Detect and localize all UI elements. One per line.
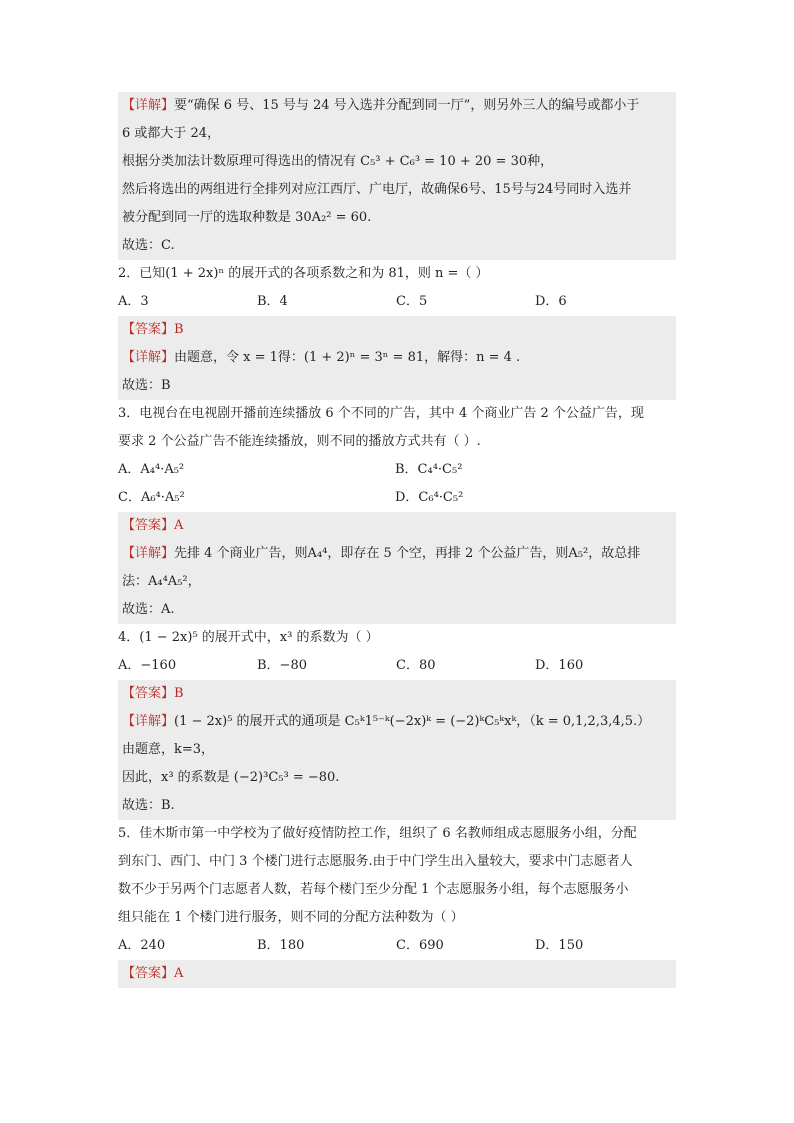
- q5-stem-line-3: 数不少于另两个门志愿者人数，若每个楼门至少分配 1 个志愿服务小组，每个志愿服务小: [118, 882, 629, 897]
- q5-option-c: C．690: [396, 938, 444, 953]
- q3-stem-line-2: 要求 2 个公益广告不能连续播放，则不同的播放方式共有（ ）.: [118, 434, 481, 449]
- q2-answer: 【答案】B: [118, 316, 676, 344]
- q5-stem-line-2: 到东门、西门、中门 3 个楼门进行志愿服务.由于中门学生出入量较大，要求中门志愿者人: [118, 854, 633, 869]
- q5-stem-line-1: 5．佳木斯市第一中学校为了做好疫情防控工作，组织了 6 名教师组成志愿服务小组，分配: [118, 826, 637, 841]
- q2-stem: 2．已知(1 + 2x)ⁿ 的展开式的各项系数之和为 81，则 n =（ ）: [118, 266, 489, 281]
- detail-label: 【详解】: [122, 98, 175, 113]
- q5-option-b: B．180: [257, 938, 305, 953]
- q5-option-d: D．150: [535, 938, 584, 953]
- q5-answer: 【答案】A: [118, 960, 676, 988]
- document-content: [118, 92, 676, 988]
- q3-stem-line-1: 3．电视台在电视剧开播前连续播放 6 个不同的广告，其中 4 个商业广告 2 个公益广告，现: [118, 406, 644, 421]
- q4-option-d: D．160: [535, 658, 584, 673]
- q2-detail: 【详解】由题意，令 x = 1得：(1 + 2)ⁿ = 3ⁿ = 81，解得：n = 4 .: [118, 344, 676, 372]
- q5-option-a: A．240: [118, 938, 166, 953]
- q3-options-row-1: [118, 456, 676, 484]
- q3-detail-2: 法：A₄⁴A₅²，: [118, 568, 676, 596]
- q4-option-c: C．80: [396, 658, 436, 673]
- q4-detail-2: 由题意，k=3，: [118, 736, 676, 764]
- q1-detail-line-5: 被分配到同一厅的选取种数是 30A₂² = 60.: [118, 204, 676, 232]
- q2-option-d: D．6: [535, 294, 567, 309]
- q1-conclusion: 故选：C.: [118, 232, 676, 260]
- q1-detail-line-2: 6 或都大于 24，: [118, 120, 676, 148]
- q4-answer: 【答案】B: [118, 680, 676, 708]
- q3-conclusion: 故选：A.: [118, 596, 676, 624]
- q5-stem-line-4: 组只能在 1 个楼门进行服务，则不同的分配方法种数为（ ）: [118, 910, 464, 925]
- q2-option-b: B．4: [257, 294, 288, 309]
- q2-option-c: C．5: [396, 294, 428, 309]
- q3-detail: 【详解】先排 4 个商业广告，则A₄⁴，即存在 5 个空，再排 2 个公益广告，则A₅²，故总排: [118, 540, 676, 568]
- q2-options: [118, 288, 676, 316]
- q1-detail-line-3: 根据分类加法计数原理可得选出的情况有 C₅³ + C₆³ = 10 + 20 = 30种，: [118, 148, 676, 176]
- q4-option-b: B．−80: [257, 658, 307, 673]
- q3-answer: 【答案】A: [118, 512, 676, 540]
- q1-detail-line-1: 【详解】要“确保 6 号、15 号与 24 号入选并分配到同一厅”，则另外三人的编号或都小于: [118, 92, 676, 120]
- q4-options: [118, 652, 676, 680]
- q4-stem: 4．(1 − 2x)⁵ 的展开式中，x³ 的系数为（ ）: [118, 630, 379, 645]
- q3-option-b: B．C₄⁴·C₅²: [395, 462, 463, 477]
- q4-option-a: A．−160: [118, 658, 177, 673]
- q4-detail-3: 因此，x³ 的系数是 (−2)³C₅³ = −80.: [118, 764, 676, 792]
- q4-detail: 【详解】(1 − 2x)⁵ 的展开式的通项是 C₅ᵏ1⁵⁻ᵏ(−2x)ᵏ = (−2)ᵏC₅ᵏxᵏ，（k = 0,1,2,3,4,5.）: [118, 708, 676, 736]
- q2-option-a: A．3: [118, 294, 149, 309]
- q3-option-d: D．C₆⁴·C₅²: [395, 490, 464, 505]
- q3-option-a: A．A₄⁴·A₅²: [118, 462, 185, 477]
- q3-options-row-2: [118, 484, 676, 512]
- q3-option-c: C．A₆⁴·A₅²: [118, 490, 185, 505]
- q5-options: [118, 932, 676, 960]
- q1-detail-line-4: 然后将选出的两组进行全排列对应江西厅、广电厅，故确保6号、15号与24号同时入选并: [118, 176, 676, 204]
- q4-conclusion: 故选：B.: [118, 792, 676, 820]
- q2-conclusion: 故选：B: [118, 372, 676, 400]
